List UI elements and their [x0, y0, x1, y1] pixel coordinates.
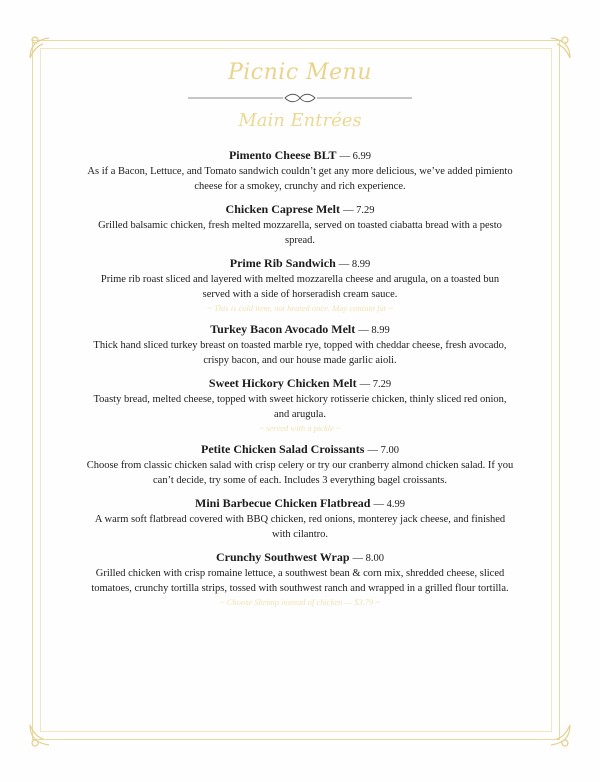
menu-item-header: [86, 376, 514, 392]
menu-item: [86, 496, 514, 542]
menu-item-name: Petite Chicken Salad Croissants: [201, 442, 365, 456]
ornament-divider-icon: [188, 93, 412, 103]
corner-flourish-icon: [27, 722, 53, 748]
menu-item: [86, 442, 514, 488]
corner-flourish-icon: [547, 722, 573, 748]
menu-item-name: Prime Rib Sandwich: [229, 256, 336, 270]
menu-item-header: [86, 148, 514, 164]
menu-item-name: Sweet Hickory Chicken Melt: [208, 376, 357, 390]
menu-item-note: ~ Choose Shrimp instead of chicken — $3.79 ~: [219, 597, 381, 607]
menu-item-price: — 7.00: [367, 445, 399, 456]
menu-title: Picnic Menu: [227, 60, 373, 85]
menu-item-note: ~ This is cold item, not heated once. May contain fat ~: [207, 303, 393, 313]
menu-item-header: [86, 256, 514, 272]
menu-item-description: Grilled balsamic chicken, fresh melted mozzarella, served on toasted ciabatta bread with a pesto spread.: [98, 220, 502, 246]
menu-item-name: Turkey Bacon Avocado Melt: [210, 322, 356, 336]
menu-item-name: Crunchy Southwest Wrap: [215, 550, 350, 564]
menu-item-price: — 6.99: [339, 151, 372, 162]
menu-item-header: [86, 202, 514, 218]
menu-item-price: — 4.99: [373, 499, 405, 510]
menu-subtitle: Main Entrées: [238, 110, 362, 131]
menu-item: [86, 550, 514, 608]
menu-item: [86, 256, 514, 314]
menu-item-description: Grilled chicken with crisp romaine lettuce, a southwest bean & corn mix, shredded cheese, sliced tomatoes, crunchy tortilla strips, tossed with southwest ranch and wrapped in a grilled flour tortilla.: [91, 568, 509, 594]
menu-item: [86, 322, 514, 368]
menu-item-description: A warm soft flatbread covered with BBQ chicken, red onions, monterey jack cheese, and finished with cilantro.: [94, 514, 506, 540]
corner-flourish-icon: [27, 35, 53, 61]
menu-item-description: Toasty bread, melted cheese, topped with sweet hickory rotisserie chicken, thinly sliced red onion, and arugula.: [93, 394, 507, 420]
menu-item-description: Choose from classic chicken salad with crisp celery or try our cranberry almond chicken salad. If you can’t decide, try some of each. Includes 3 everything bagel croissants.: [86, 460, 514, 486]
menu-item-name: Mini Barbecue Chicken Flatbread: [195, 496, 371, 510]
menu-item-price: — 7.29: [342, 205, 375, 216]
menu-item-description: Thick hand sliced turkey breast on toasted marble rye, topped with cheddar cheese, fresh avocado, crispy bacon, and our house made garlic aioli.: [93, 340, 507, 366]
menu-items-list: [86, 148, 514, 616]
menu-item: [86, 376, 514, 434]
menu-item-price: — 8.99: [358, 325, 390, 336]
corner-flourish-icon: [547, 35, 573, 61]
menu-item: [86, 148, 514, 194]
menu-item-note: ~ served with a pickle ~: [259, 423, 341, 433]
menu-item-header: [86, 550, 514, 566]
menu-item: [86, 202, 514, 248]
menu-item-description: As if a Bacon, Lettuce, and Tomato sandwich couldn’t get any more delicious, we’ve added pimiento cheese for a smokey, crunchy and rich experience.: [87, 166, 513, 192]
menu-item-name: Chicken Caprese Melt: [225, 202, 340, 216]
menu-item-header: [86, 442, 514, 458]
menu-item-price: — 8.99: [338, 259, 371, 270]
menu-item-header: [86, 322, 514, 338]
menu-item-price: — 8.00: [352, 553, 385, 564]
menu-item-header: [86, 496, 514, 512]
menu-item-price: — 7.29: [359, 379, 392, 390]
menu-item-description: Prime rib roast sliced and layered with melted mozzarella cheese and arugula, on a toasted bun served with a side of horseradish cream sauce.: [100, 274, 500, 300]
menu-item-name: Pimento Cheese BLT: [228, 148, 337, 162]
